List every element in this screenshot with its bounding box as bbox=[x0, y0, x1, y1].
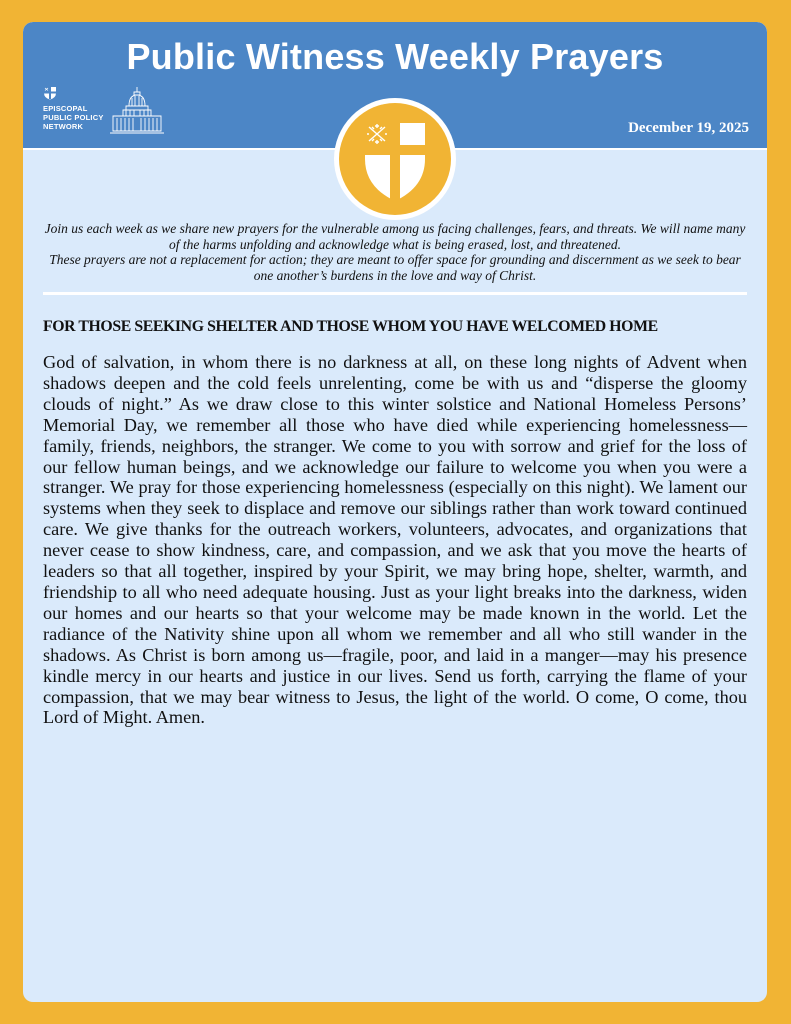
logo-line: NETWORK bbox=[43, 122, 84, 131]
intro-paragraph: Join us each week as we share new prayers for the vulnerable among us facing challenges, fears, and threats. We will name many of the harms unfolding and acknowledge what is being erased, lost, and threatened. bbox=[44, 221, 746, 252]
publication-date: December 19, 2025 bbox=[628, 120, 749, 136]
episcopal-public-policy-network-logo bbox=[43, 86, 183, 136]
logo-line: EPISCOPAL bbox=[43, 104, 88, 113]
prayer-heading: FOR THOSE SEEKING SHELTER AND THOSE WHOM YOU HAVE WELCOMED HOME bbox=[43, 318, 658, 335]
prayer-card bbox=[23, 22, 767, 1002]
logo-text bbox=[43, 104, 104, 131]
intro-text bbox=[43, 221, 747, 283]
logo-line: PUBLIC POLICY bbox=[43, 113, 104, 122]
capitol-dome-icon bbox=[107, 86, 167, 136]
intro-paragraph: These prayers are not a replacement for action; they are meant to offer space for grounding and discernment as we seek to bear one another’s burdens in the love and way of Christ. bbox=[49, 252, 741, 283]
episcopal-shield-icon bbox=[43, 86, 57, 100]
episcopal-shield-emblem-icon bbox=[339, 103, 451, 215]
section-divider bbox=[43, 292, 747, 295]
prayer-body: God of salvation, in whom there is no darkness at all, on these long nights of Advent when shadows deepen and the cold feels unrelenting, come be with us and “disperse the gloomy clouds of night.” As we draw close to this winter solstice and National Homeless Persons’ Memorial Day, we remember all those who have died while experiencing homelessness—family, friends, neighbors, the stranger. We come to you with sorrow and grief for the loss of our fellow human beings, and we acknowledge our failure to welcome you when you were a stranger. We pray for those experiencing homelessness (especially on this night). We lament our systems when they seek to displace and remove our siblings rather than work toward continued care. We give thanks for the outreach workers, volunteers, advocates, and organizations that never cease to show kindness, care, and compassion, and we ask that you move the hearts of leaders so that all together, inspired by your Spirit, we may bring hope, shelter, warmth, and friendship to all who need adequate housing. Just as your light breaks into the darkness, widen our homes and our hearts so that your welcome may be made known in the world. Let the radiance of the Nativity shine upon all whom we remember and all who still wander in the shadows. As Christ is born among us—fragile, poor, and laid in a manger—may his presence kindle mercy in our hearts and justice in our lives. Send us forth, carrying the flame of your compassion, that we may bear witness to Jesus, the light of the world. O come, O come, thou Lord of Might. Amen. bbox=[43, 352, 747, 728]
emblem-badge bbox=[334, 98, 456, 220]
page-title: Public Witness Weekly Prayers bbox=[126, 36, 664, 77]
emblem-circle bbox=[339, 103, 451, 215]
